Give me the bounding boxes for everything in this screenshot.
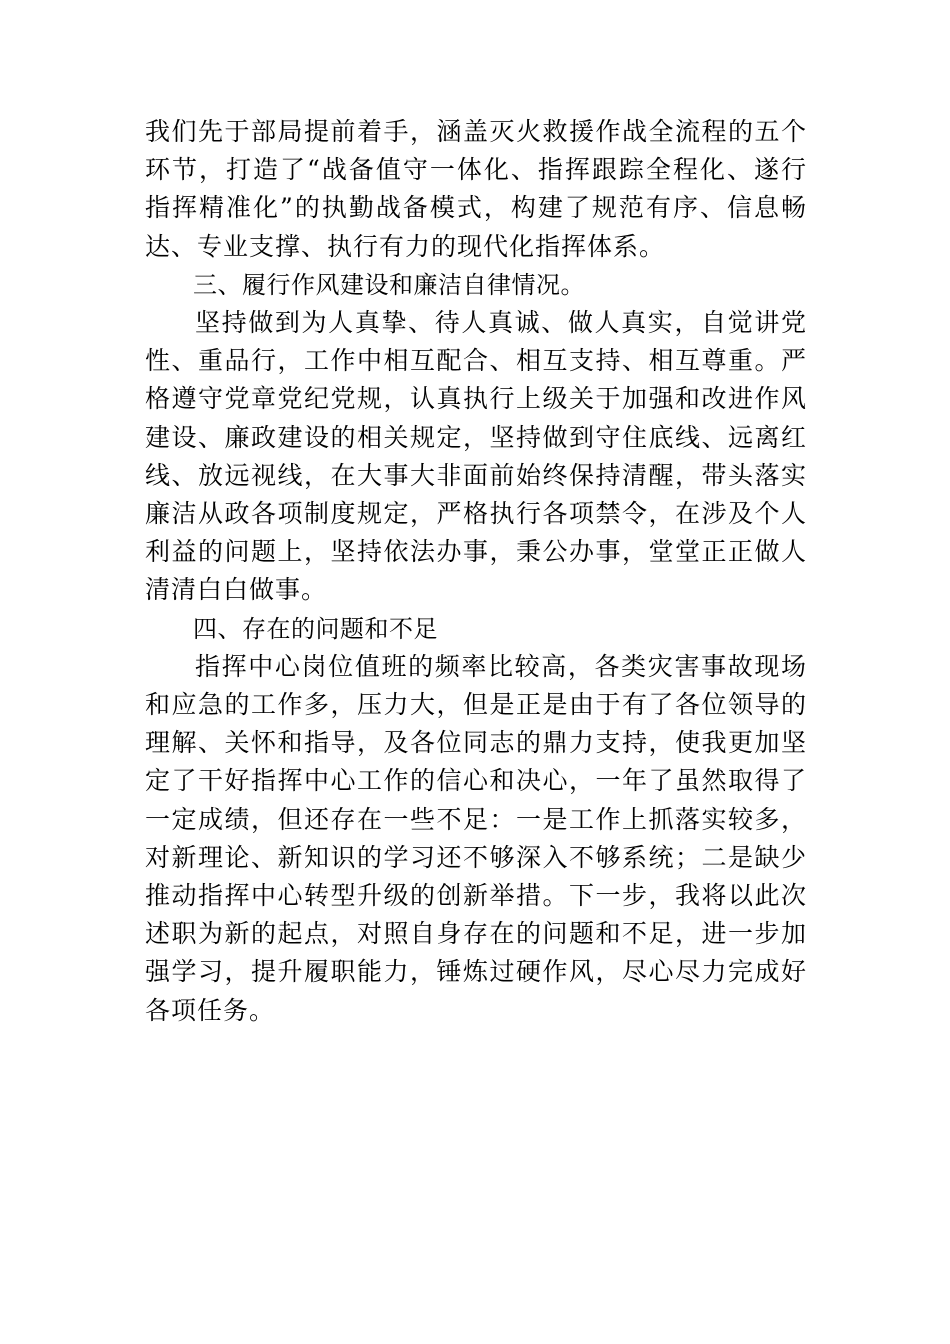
section-heading-problems: 四、存在的问题和不足 xyxy=(193,614,438,643)
paragraph-style-integrity: 坚持做到为人真挚、待人真诚、做人真实，自觉讲党性、重品行，工作中相互配合、相互支持、相互尊重。严格遵守党章党纪党规，认真执行上级关于加强和改进作风建设、廉政建设的相关规定，坚持做到守住底线、远离红线、放远视线，在大事大非面前始终保持清醒，带头落实廉洁从政各项制度规定，严格执行各项禁令，在涉及个人利益的问题上，坚持依法办事，秉公办事，堂堂正正做人清清白白做事。 xyxy=(145,308,807,605)
section-heading-style-integrity: 三、履行作风建设和廉洁自律情况。 xyxy=(193,270,585,299)
paragraph-problems: 指挥中心岗位值班的频率比较高，各类灾害事故现场和应急的工作多，压力大，但是正是由于有了各位领导的理解、关怀和指导，及各位同志的鼎力支持，使我更加坚定了干好指挥中心工作的信心和决心，一年了虽然取得了一定成绩，但还存在一些不足：一是工作上抓落实较多，对新理论、新知识的学习还不够深入不够系统；二是缺少推动指挥中心转型升级的创新举措。下一步，我将以此次述职为新的起点，对照自身存在的问题和不足，进一步加强学习，提升履职能力，锤炼过硬作风，尽心尽力完成好各项任务。 xyxy=(145,651,807,1025)
document-body xyxy=(145,113,807,1030)
paragraph-command-system: 我们先于部局提前着手，涵盖灭火救援作战全流程的五个环节，打造了“战备值守一体化、指挥跟踪全程化、遂行指挥精准化”的执勤战备模式，构建了规范有序、信息畅达、专业支撑、执行有力的现代化指挥体系。 xyxy=(145,117,807,261)
